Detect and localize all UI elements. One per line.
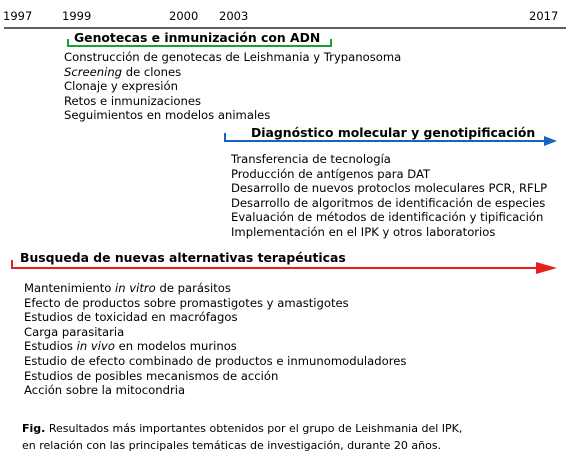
section-diagnostico-list	[231, 152, 547, 240]
list-item: Efecto de productos sobre promastigotes y amastigotes	[24, 295, 349, 310]
list-item: Desarrollo de nuevos protoclos moleculares PCR, RFLP	[231, 181, 548, 196]
list-item: Estudios in vivo en modelos murinos	[24, 339, 237, 354]
section-terapeuticas-title: Busqueda de nuevas alternativas terapéuticas	[20, 250, 346, 265]
year-2000: 2000	[169, 9, 199, 23]
year-1997: 1997	[3, 9, 33, 23]
terapeuticas-arrowhead	[536, 262, 557, 274]
list-item: Clonaje y expresión	[64, 79, 178, 94]
list-item: Acción sobre la mitocondria	[24, 383, 186, 398]
list-item: Estudios de toxicidad en macrófagos	[24, 310, 238, 325]
section-diagnostico-title: Diagnóstico molecular y genotipificación	[251, 125, 536, 140]
caption-line-2: en relación con las principales temáticas de investigación, durante 20 años.	[22, 438, 442, 452]
caption-label: Fig.	[22, 422, 46, 435]
list-item: Producción de antígenos para DAT	[231, 166, 431, 181]
caption-text-1: Resultados más importantes obtenidos por el grupo de Leishmania del IPK,	[45, 422, 463, 435]
figure-caption	[22, 421, 462, 454]
section-genotecas-list	[64, 50, 401, 123]
list-item: Evaluación de métodos de identificación y tipificación	[231, 210, 544, 225]
diagnostico-arrowhead	[544, 136, 557, 146]
list-item: Screening de clones	[64, 64, 182, 79]
list-item: Desarrollo de algoritmos de identificación de especies	[231, 195, 546, 210]
year-2017: 2017	[529, 9, 559, 23]
list-item: Seguimientos en modelos animales	[64, 108, 271, 123]
caption-line-1	[22, 421, 462, 438]
list-item: Retos e inmunizaciones	[64, 93, 202, 108]
section-terapeuticas-list	[24, 281, 406, 398]
list-item: Transferencia de tecnología	[231, 152, 391, 166]
section-genotecas-title: Genotecas e inmunización con ADN	[74, 30, 321, 45]
list-item: Carga parasitaria	[24, 324, 125, 339]
list-item: Mantenimiento in vitro de parásitos	[24, 281, 231, 295]
year-2003: 2003	[219, 9, 249, 23]
list-item: Implementación en el IPK y otros laboratorios	[231, 224, 496, 239]
year-1999: 1999	[62, 9, 92, 23]
list-item: Estudios de posibles mecanismos de acción	[24, 368, 279, 383]
list-item: Estudio de efecto combinado de productos e inmunomoduladores	[24, 353, 407, 368]
list-item: Construcción de genotecas de Leishmania y Trypanosoma	[64, 50, 402, 64]
